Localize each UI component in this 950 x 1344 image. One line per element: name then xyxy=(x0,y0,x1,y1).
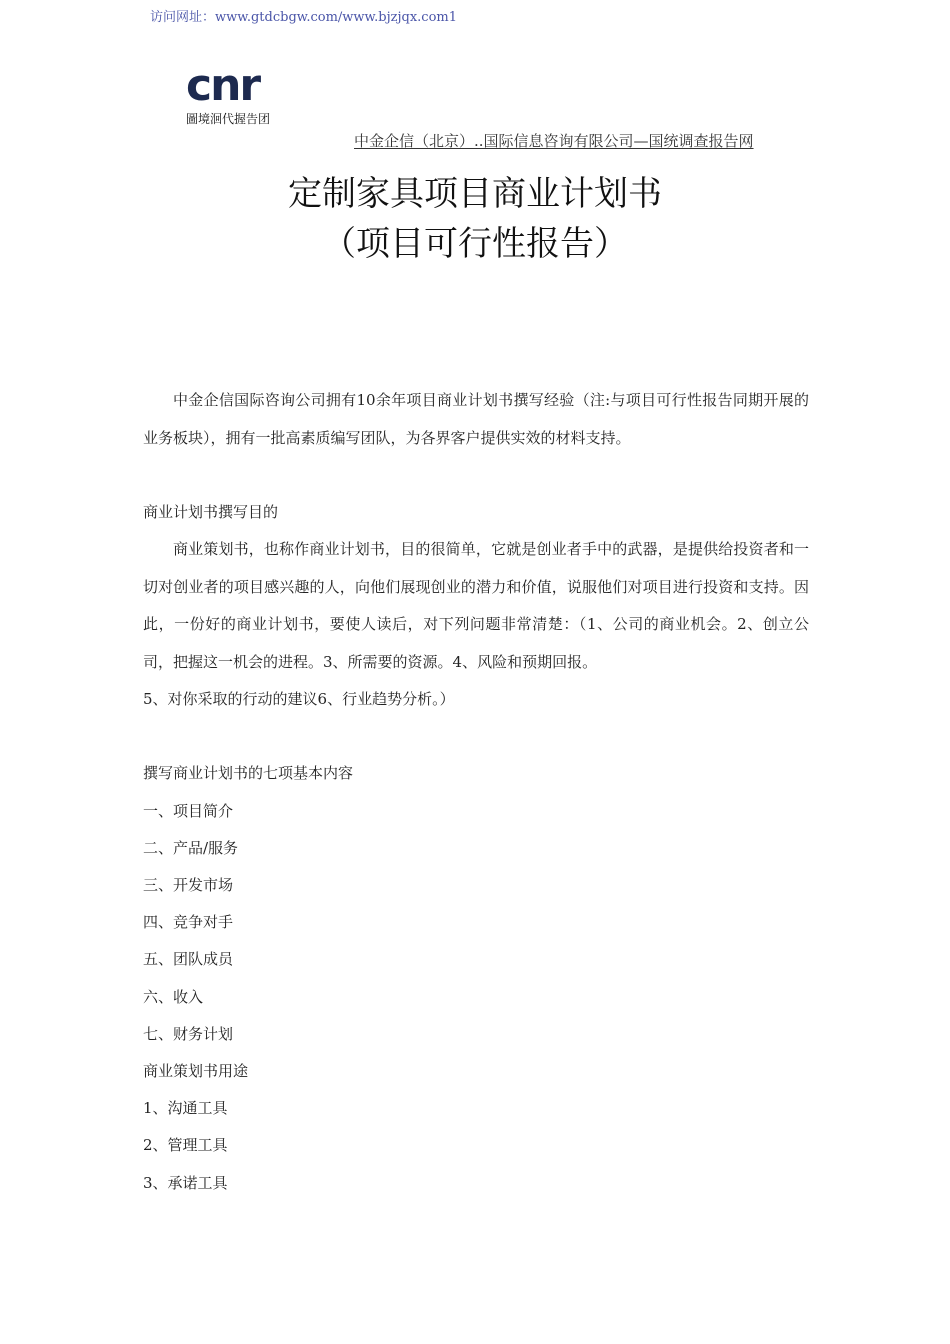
list-item: 3、承诺工具 xyxy=(143,1173,228,1192)
intro-paragraph: 中金企信国际咨询公司拥有10余年项目商业计划书撰写经验（注:与项目可行性报告同期开展的业务板块），拥有一批高素质编写团队，为各界客户提供实效的材料支持。 xyxy=(143,391,809,447)
document-subtitle: （项目可行性报告） xyxy=(322,224,628,264)
list-item: 五、团队成员 xyxy=(143,950,234,969)
document-body xyxy=(143,382,809,1202)
uses-heading: 商业策划书用途 xyxy=(143,1062,249,1081)
list-item: 三、开发市场 xyxy=(143,876,234,895)
spacer xyxy=(143,718,809,755)
company-logo xyxy=(186,60,271,127)
list-item: 四、竞争对手 xyxy=(143,913,234,932)
contents-heading: 撰写商业计划书的七项基本内容 xyxy=(143,764,354,783)
purpose-paragraph-continued: 5、对你采取的行动的建议6、行业趋势分析。） xyxy=(143,690,455,709)
list-item: 2、管理工具 xyxy=(143,1136,228,1155)
list-item: 七、财务计划 xyxy=(143,1024,234,1043)
company-header-link[interactable]: 中金企信（北京）..国际信息咨询有限公司—国统调查报告网 xyxy=(354,132,754,150)
logo-mark: cnr xyxy=(186,60,260,111)
list-item: 二、产品/服务 xyxy=(143,838,239,857)
site-url-line: 访问网址：www.gtdcbgw.com/www.bjzjqx.com1 xyxy=(150,10,457,25)
list-item: 1、沟通工具 xyxy=(143,1099,228,1118)
document-title: 定制家具项目商业计划书 xyxy=(288,174,662,214)
logo-subtitle: 圖境洄代握告团 xyxy=(186,112,271,126)
purpose-heading: 商业计划书撰写目的 xyxy=(143,503,279,521)
list-item: 一、项目简介 xyxy=(143,801,234,820)
list-item: 六、收入 xyxy=(143,987,204,1006)
purpose-paragraph: 商业策划书，也称作商业计划书，目的很简单，它就是创业者手中的武器，是提供给投资者和一切对创业者的项目感兴趣的人，向他们展现创业的潜力和价值，说服他们对项目进行投资和支持。因此，一份好的商业计划书，要使人读后，对下列问题非常清楚：（1、公司的商业机会。2、创立公司，把握这一机会的进程。3、所需要的资源。4、风险和预期回报。 xyxy=(143,540,809,671)
spacer xyxy=(143,457,809,494)
